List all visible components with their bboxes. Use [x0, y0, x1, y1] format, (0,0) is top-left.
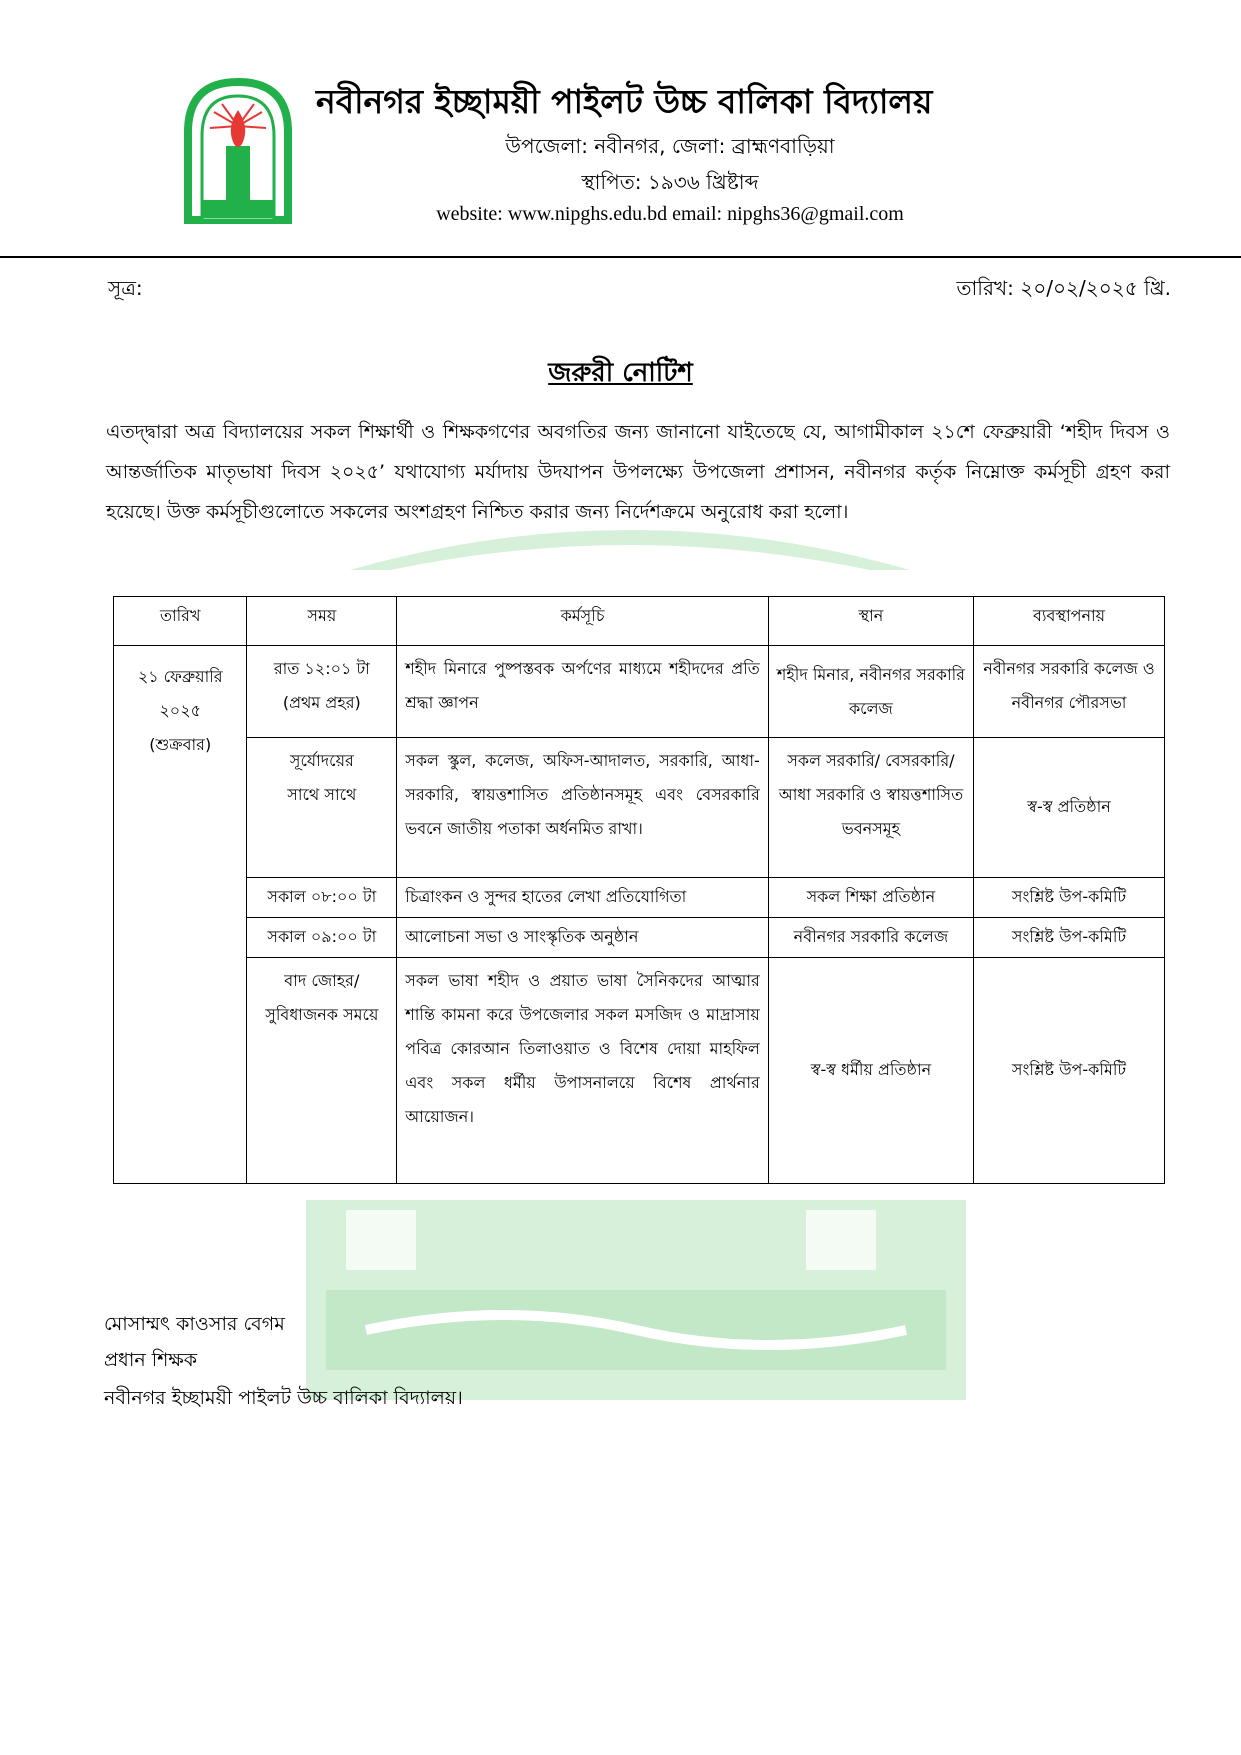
place-cell: শহীদ মিনার, নবীনগর সরকারি কলেজ	[768, 646, 973, 738]
table-header-row	[114, 597, 1165, 646]
time-line: সাথে সাথে	[287, 785, 357, 804]
header-time: সময়	[247, 597, 397, 646]
place-cell: স্ব-স্ব ধর্মীয় প্রতিষ্ঠান	[768, 958, 973, 1184]
program-cell: সকল ভাষা শহীদ ও প্রয়াত ভাষা সৈনিকদের আত্মার শান্তি কামনা করে উপজেলার সকল মসজিদ ও মাদ্রাসায় পবিত্র কোরআন তিলাওয়াত ও বিশেষ দোয়া মাহফিল এবং সকল ধর্মীয় উপাসনালয়ে বিশেষ প্রার্থনার আয়োজন।	[397, 958, 769, 1184]
time-line: (প্রথম প্রহর)	[282, 693, 361, 712]
signatory-designation: প্রধান শিক্ষক	[104, 1349, 198, 1371]
header-management: ব্যবস্থাপনায়	[974, 597, 1165, 646]
table-row	[114, 738, 1165, 878]
time-line: বাদ জোহর/	[284, 971, 360, 990]
time-line: রাত ১২:০১ টা	[273, 659, 370, 678]
table-row	[114, 918, 1165, 958]
date-line: (শুক্রবার)	[149, 735, 212, 754]
school-address: উপজেলা: নবীনগর, জেলা: ব্রাহ্মণবাড়িয়া	[505, 134, 835, 158]
notice-date: তারিখ: ২০/০২/২০২৫ খ্রি.	[956, 276, 1171, 300]
header-rule	[0, 256, 1241, 258]
contact-line: website: www.nipghs.edu.bd email: nipghs36@gmail.com	[436, 203, 904, 225]
management-cell: সংশ্লিষ্ট উপ-কমিটি	[974, 878, 1165, 918]
date-cell	[114, 646, 247, 1184]
established-year: স্থাপিত: ১৯৩৬ খ্রিষ্টাব্দ	[581, 170, 759, 194]
management-cell: সংশ্লিষ্ট উপ-কমিটি	[974, 958, 1165, 1184]
time-cell: সকাল ০৮:০০ টা	[247, 878, 397, 918]
date-line: ২১ ফেব্রুয়ারি	[137, 667, 223, 686]
time-cell	[247, 738, 397, 878]
table-row	[114, 878, 1165, 918]
notice-title: জরুরী নোটিশ	[548, 358, 693, 388]
header-date: তারিখ	[114, 597, 247, 646]
program-cell: শহীদ মিনারে পুষ্পস্তবক অর্পণের মাধ্যমে শহীদদের প্রতি শ্রদ্ধা জ্ঞাপন	[397, 646, 769, 738]
header-program: কর্মসূচি	[397, 597, 769, 646]
notice-body: এতদ্দ্বারা অত্র বিদ্যালয়ের সকল শিক্ষার্থী ও শিক্ষকগণের অবগতির জন্য জানানো যাইতেছে যে, আগামীকাল ২১শে ফেব্রুয়ারী ‘শহীদ দিবস ও আন্তর্জাতিক মাতৃভাষা দিবস ২০২৫’ যথাযোগ্য মর্যাদায় উদযাপন উপলক্ষ্যে উপজেলা প্রশাসন, নবীনগর কর্তৃক নিম্নোক্ত কর্মসূচী গ্রহণ করা হয়েছে। উক্ত কর্মসূচীগুলোতে সকলের অংশগ্রহণ নিশ্চিত করার জন্য নির্দেশক্রমে অনুরোধ করা হলো।	[106, 421, 1170, 523]
place-cell: নবীনগর সরকারি কলেজ	[768, 918, 973, 958]
signatory-name: মোসাম্মৎ কাওসার বেগম	[104, 1313, 285, 1335]
table-row	[114, 646, 1165, 738]
program-cell: আলোচনা সভা ও সাংস্কৃতিক অনুষ্ঠান	[397, 918, 769, 958]
program-table	[113, 596, 1165, 1184]
time-cell: সকাল ০৯:০০ টা	[247, 918, 397, 958]
signatory-institution: নবীনগর ইচ্ছাময়ী পাইলট উচ্চ বালিকা বিদ্যালয়।	[104, 1387, 463, 1409]
school-logo	[180, 76, 296, 224]
management-cell: স্ব-স্ব প্রতিষ্ঠান	[974, 738, 1165, 878]
time-cell	[247, 646, 397, 738]
management-cell: নবীনগর সরকারি কলেজ ও নবীনগর পৌরসভা	[974, 646, 1165, 738]
reference-label: সূত্র:	[108, 276, 143, 300]
date-line: ২০২৫	[159, 701, 201, 720]
school-name: নবীনগর ইচ্ছাময়ী পাইলট উচ্চ বালিকা বিদ্যালয়	[316, 82, 933, 121]
header-place: স্থান	[768, 597, 973, 646]
time-line: সুবিধাজনক সময়ে	[265, 1005, 379, 1024]
watermark-emblem	[306, 1200, 966, 1400]
table-row	[114, 958, 1165, 1184]
place-cell: সকল শিক্ষা প্রতিষ্ঠান	[768, 878, 973, 918]
management-cell: সংশ্লিষ্ট উপ-কমিটি	[974, 918, 1165, 958]
place-cell: সকল সরকারি/ বেসরকারি/ আধা সরকারি ও স্বায়ত্তশাসিত ভবনসমূহ	[768, 738, 973, 878]
time-cell	[247, 958, 397, 1184]
program-cell: চিত্রাংকন ও সুন্দর হাতের লেখা প্রতিযোগিতা	[397, 878, 769, 918]
time-line: সূর্যোদয়ের	[289, 751, 354, 770]
program-cell: সকল স্কুল, কলেজ, অফিস-আদালত, সরকারি, আধা-সরকারি, স্বায়ত্তশাসিত প্রতিষ্ঠানসমূহ এবং বেসরকারি ভবনে জাতীয় পতাকা অর্ধনমিত রাখা।	[397, 738, 769, 878]
